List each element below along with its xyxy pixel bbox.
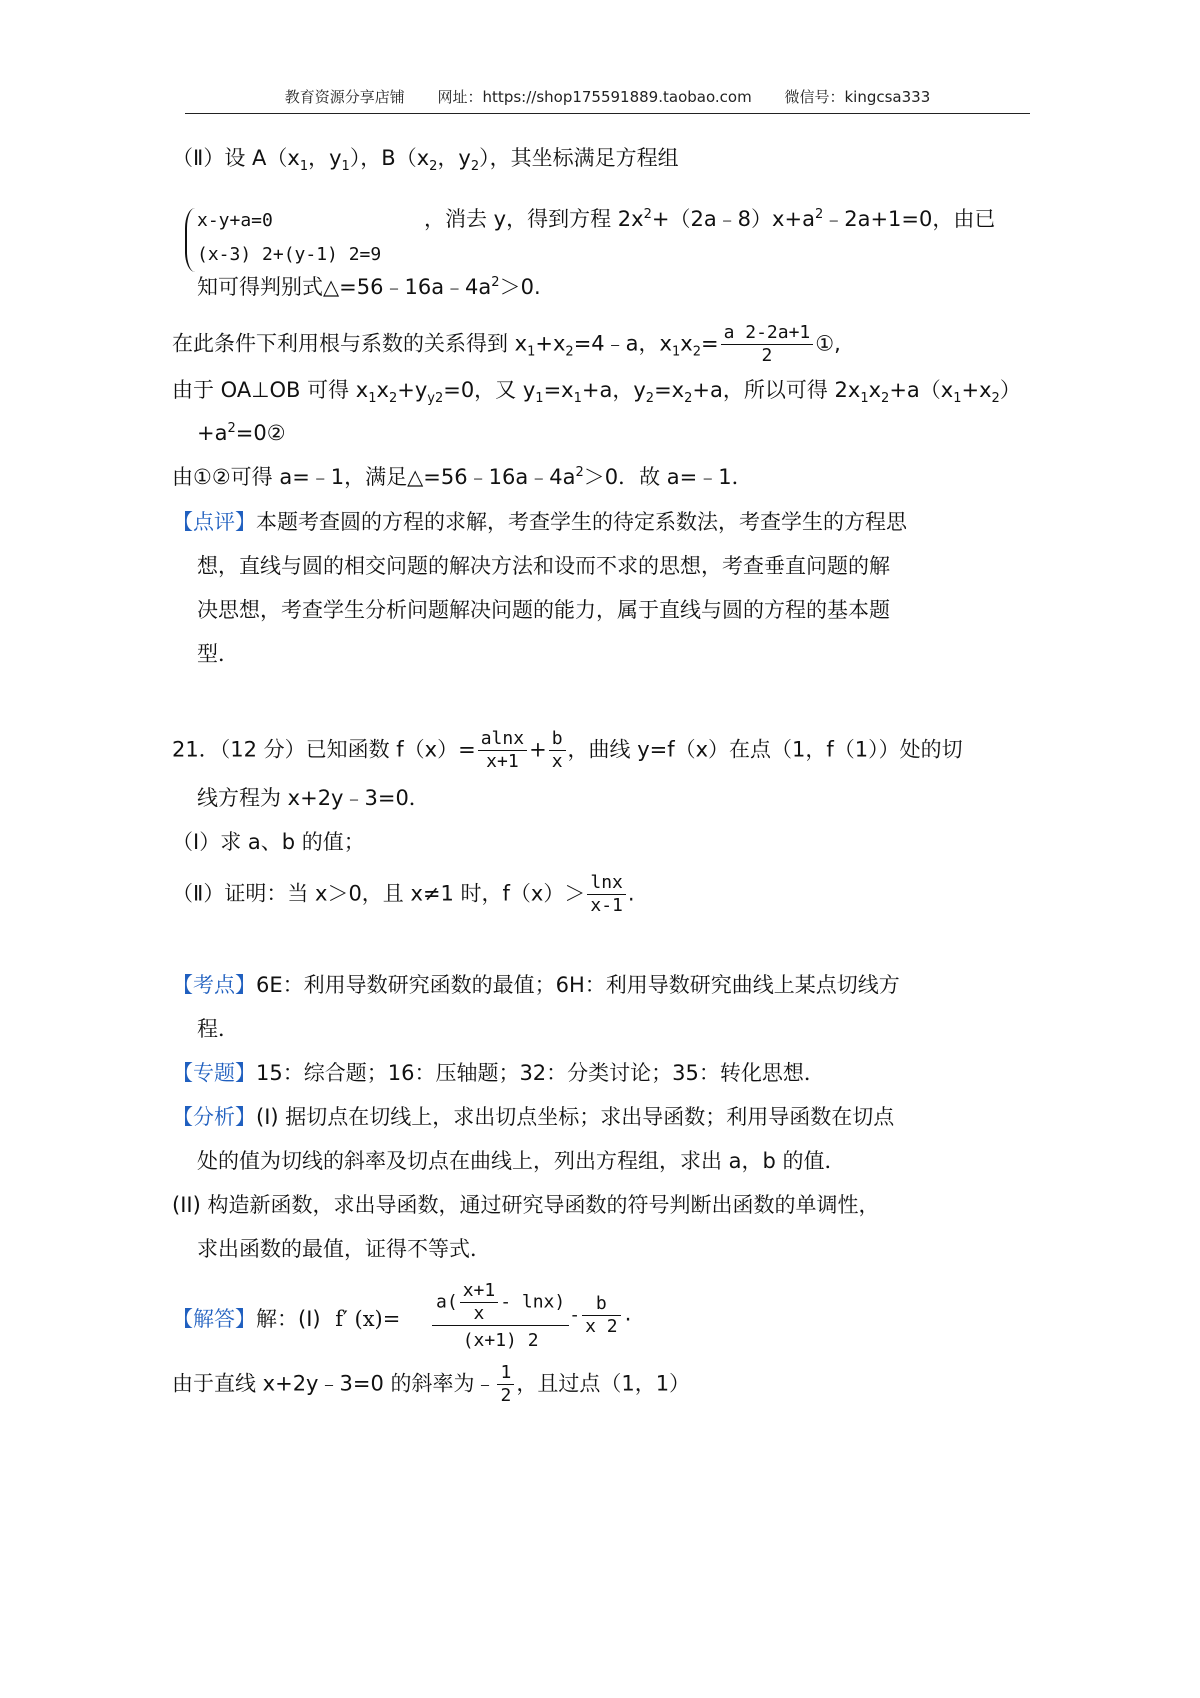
- question-21-line-2: 线方程为 x+2y﹣3=0．: [197, 786, 430, 810]
- derivative-expression: a( $\frac{x+1}{x}$ - lnx) (x+1) 2 - $\frac{b}{x 2}$ .: [432, 1280, 633, 1351]
- comment-line-4: 型．: [197, 642, 239, 666]
- question-21: 21．（12 分）已知函数 f（x）= $\frac{alnx}{x+1}$ + $\frac{b}{x}$ ，曲线 y=f（x）在点（1，f（1））处的切: [172, 728, 963, 772]
- fenxi-line-3: (II) 构造新函数，求出导函数，通过研究导函数的符号判断出函数的单调性，: [172, 1193, 880, 1217]
- conclusion-line: 由①②可得 a=﹣1，满足$\triangle=56﹣16a﹣4a^2>0$．故 a=﹣1．: [172, 465, 753, 489]
- perpendicular-line-2: $+a^2=0②$: [197, 421, 286, 445]
- jieda-lead: 【解答】解：(I) f′ (x)=: [172, 1307, 401, 1331]
- function-fraction-1: $\frac{alnx}{x+1}$: [478, 728, 527, 773]
- derivative-denominator: (x+1) 2: [462, 1330, 539, 1351]
- kaodian-line-1: 【考点】6E：利用导数研究函数的最值；6H：利用导数研究曲线上某点切线方: [172, 973, 900, 997]
- comment-line-1: 【点评】本题考查圆的方程的求解，考查学生的待定系数法，考查学生的方程思: [172, 510, 907, 534]
- vieta-line: 在此条件下利用根与系数的关系得到 $x_1+x_2=4﹣a$，$x_1x_2=$ $\frac{a 2-2a+1}{2}$ ①,: [172, 322, 841, 366]
- fenxi-line-1: 【分析】(I) 据切点在切线上，求出切点坐标；求出导函数；利用导函数在切点: [172, 1105, 895, 1129]
- system-eq1: x-y+a=0: [197, 210, 273, 231]
- page-header: [185, 86, 1030, 114]
- zhuanti-tag: 【专题】: [172, 1061, 256, 1085]
- inequality-fraction: $\frac{\ln x}{x-1}$: [587, 872, 626, 917]
- function-fraction-2: $\frac{b}{x}$: [549, 728, 566, 773]
- part2-intro: （Ⅱ）设 $A(x_1$，$y_1$），$B(x_2$，$y_2$），其坐标满足方程组: [172, 146, 679, 175]
- brace-icon: [185, 208, 197, 272]
- jieda-tag: 【解答】: [172, 1307, 256, 1331]
- fenxi-tag: 【分析】: [172, 1105, 256, 1129]
- discriminant-line: 知可得判别式$\triangle=56﹣16a﹣4a^2>0$.: [197, 275, 541, 299]
- comment-line-3: 决思想，考查学生分析问题解决问题的能力，属于直线与圆的方程的基本题: [197, 598, 890, 622]
- fenxi-line-2: 处的值为切线的斜率及切点在曲线上，列出方程组，求出 a，b 的值．: [197, 1149, 846, 1173]
- shop-name: 教育资源分享店铺: [284, 88, 405, 106]
- b-over-x2: $\frac{b}{x 2}$: [582, 1293, 621, 1338]
- slope-line: 由于直线 x+2y﹣3=0 的斜率为﹣ $\frac{1}{2}$ ，且过点（1，1）: [172, 1362, 691, 1406]
- comment-line-2: 想，直线与圆的相交问题的解决方法和设而不求的思想，考查垂直问题的解: [197, 554, 890, 578]
- slope-fraction: $\frac{1}{2}$: [497, 1362, 514, 1407]
- comment-tag: 【点评】: [172, 510, 256, 534]
- zhuanti-line: 【专题】15：综合题；16：压轴题；32：分类讨论；35：转化思想．: [172, 1061, 825, 1085]
- fenxi-line-4: 求出函数的最值，证得不等式．: [197, 1237, 491, 1261]
- question-21-part2: （Ⅱ）证明：当 x＞0，且 x≠1 时，f（x）＞ $\frac{\ln x}{x-1}$ .: [172, 872, 635, 916]
- question-21-part1: （Ⅰ）求 a、b 的值；: [172, 830, 365, 854]
- eliminate-line: ，消去 y，得到方程 $2x^2+(2a﹣8)x+a^2﹣2a+1=0$，由已: [424, 207, 996, 231]
- system-eq2: (x-3) 2+(y-1) 2=9: [197, 244, 382, 265]
- inner-fraction: $\frac{x+1}{x}$: [460, 1280, 499, 1325]
- vieta-fraction: $\frac{a 2-2a+1}{2}$: [721, 322, 814, 367]
- shop-url: 网址：https://shop175591889.taobao.com: [437, 88, 752, 106]
- derivative-label: f′ (x)=: [335, 1307, 401, 1331]
- kaodian-line-2: 程．: [197, 1017, 239, 1041]
- kaodian-tag: 【考点】: [172, 973, 256, 997]
- wechat-id: 微信号：kingcsa333: [784, 88, 931, 106]
- perpendicular-line: 由于 OA⊥OB 可得 $x_1x_2+y_{y2}=0$，又 $y_1=x_1+a$，$y_2=x_2+a$，所以可得 $2x_1x_2+a(x_1+x_2)$: [172, 378, 1021, 407]
